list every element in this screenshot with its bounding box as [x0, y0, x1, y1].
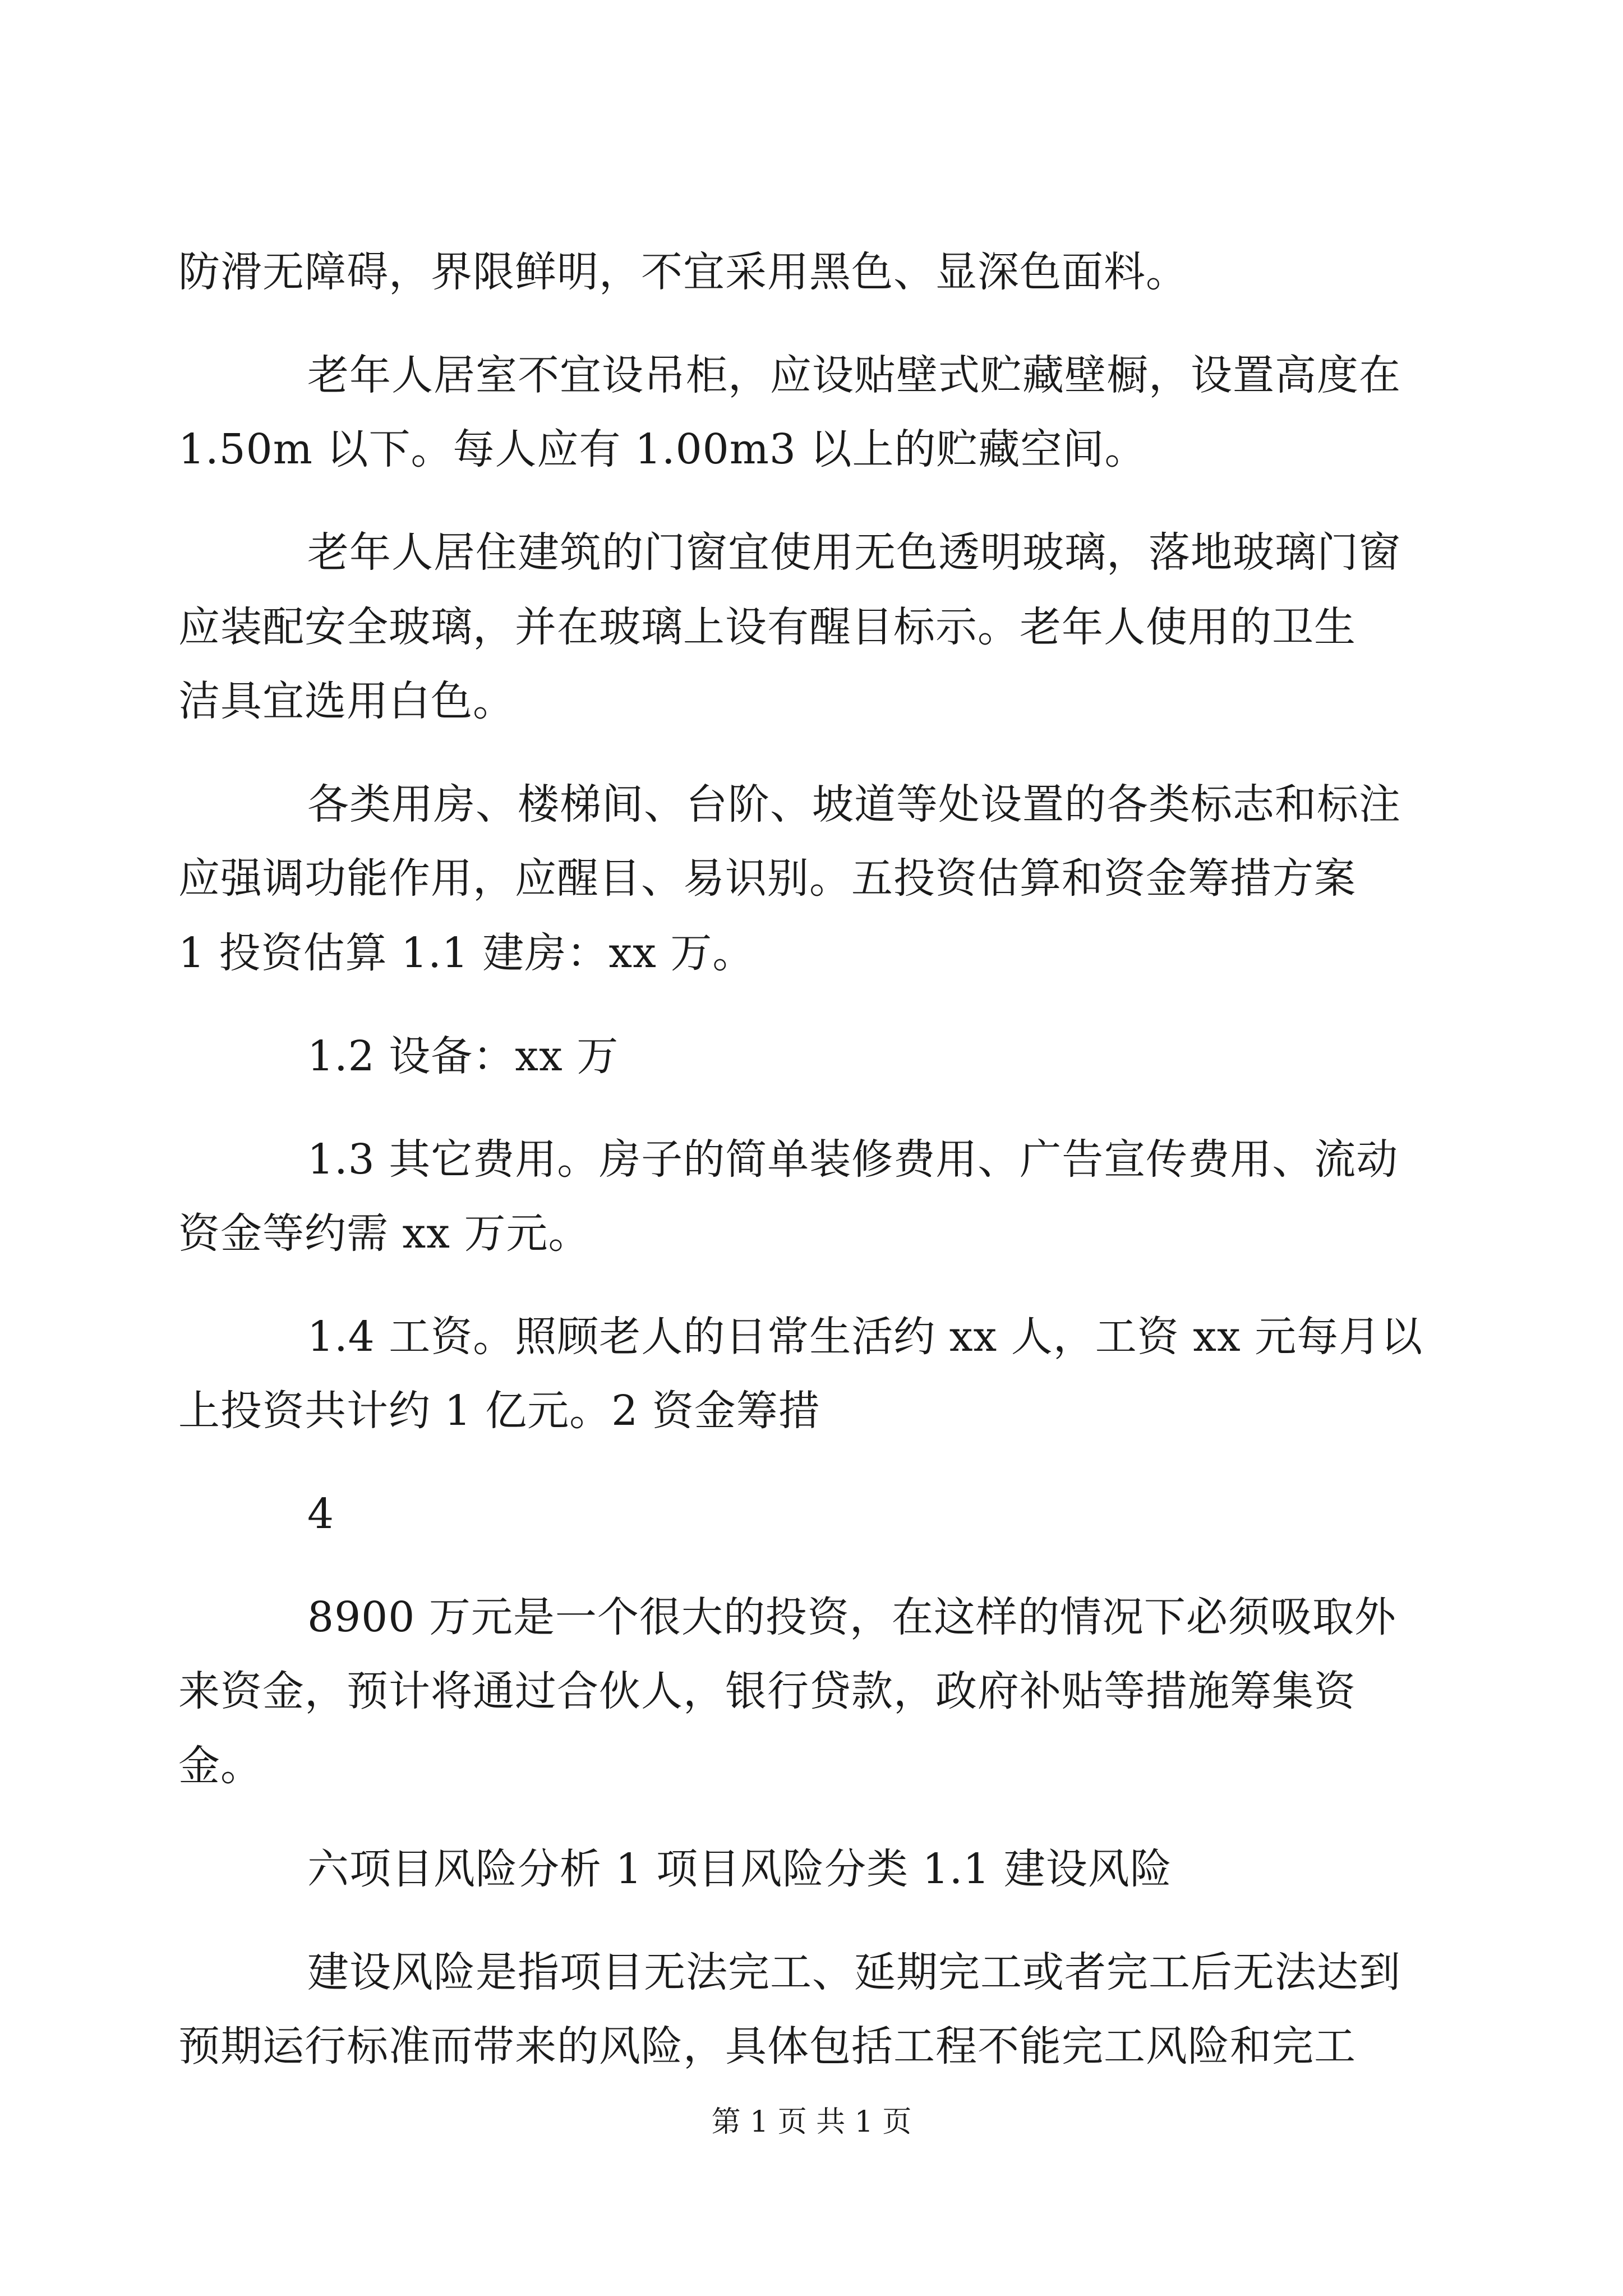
text-line: 建设风险是指项目无法完工、延期完工或者完工后无法达到	[307, 1948, 1401, 1996]
text-line: 预期运行标准而带来的风险，具体包括工程不能完工风险和完工	[178, 2022, 1356, 2070]
text-line: 8900 万元是一个很大的投资，在这样的情况下必须吸取外	[307, 1593, 1396, 1641]
text-line: 1.2 设备：xx 万	[307, 1032, 619, 1080]
text-line: 4	[307, 1490, 335, 1538]
text-line: 1.50m 以下。每人应有 1.00m3 以上的贮藏空间。	[178, 425, 1147, 473]
text-line: 老年人居住建筑的门窗宜使用无色透明玻璃，落地玻璃门窗	[307, 528, 1401, 577]
text-line: 各类用房、楼梯间、台阶、坡道等处设置的各类标志和标注	[307, 780, 1401, 829]
text-line: 1.4 工资。照顾老人的日常生活约 xx 人，工资 xx 元每月以	[307, 1313, 1423, 1361]
text-line: 应装配安全玻璃，并在玻璃上设有醒目标示。老年人使用的卫生	[178, 603, 1356, 651]
text-line: 洁具宜选用白色。	[178, 677, 515, 725]
text-line: 应强调功能作用，应醒目、易识别。五投资估算和资金筹措方案	[178, 854, 1356, 903]
text-line: 1 投资估算 1.1 建房：xx 万。	[178, 929, 755, 977]
text-line: 上投资共计约 1 亿元。2 资金筹措	[178, 1387, 820, 1435]
text-line: 金。	[178, 1742, 262, 1790]
text-line: 1.3 其它费用。房子的简单装修费用、广告宣传费用、流动	[307, 1135, 1399, 1184]
page-footer: 第 1 页 共 1 页	[711, 2105, 912, 2139]
text-line: 防滑无障碍，界限鲜明，不宜采用黑色、显深色面料。	[178, 248, 1188, 296]
text-line: 六项目风险分析 1 项目风险分类 1.1 建设风险	[307, 1845, 1172, 1893]
text-line: 来资金，预计将通过合伙人，银行贷款，政府补贴等措施筹集资	[178, 1667, 1356, 1715]
text-line: 资金等约需 xx 万元。	[178, 1209, 591, 1258]
text-line: 老年人居室不宜设吊柜，应设贴壁式贮藏壁橱，设置高度在	[307, 351, 1401, 399]
